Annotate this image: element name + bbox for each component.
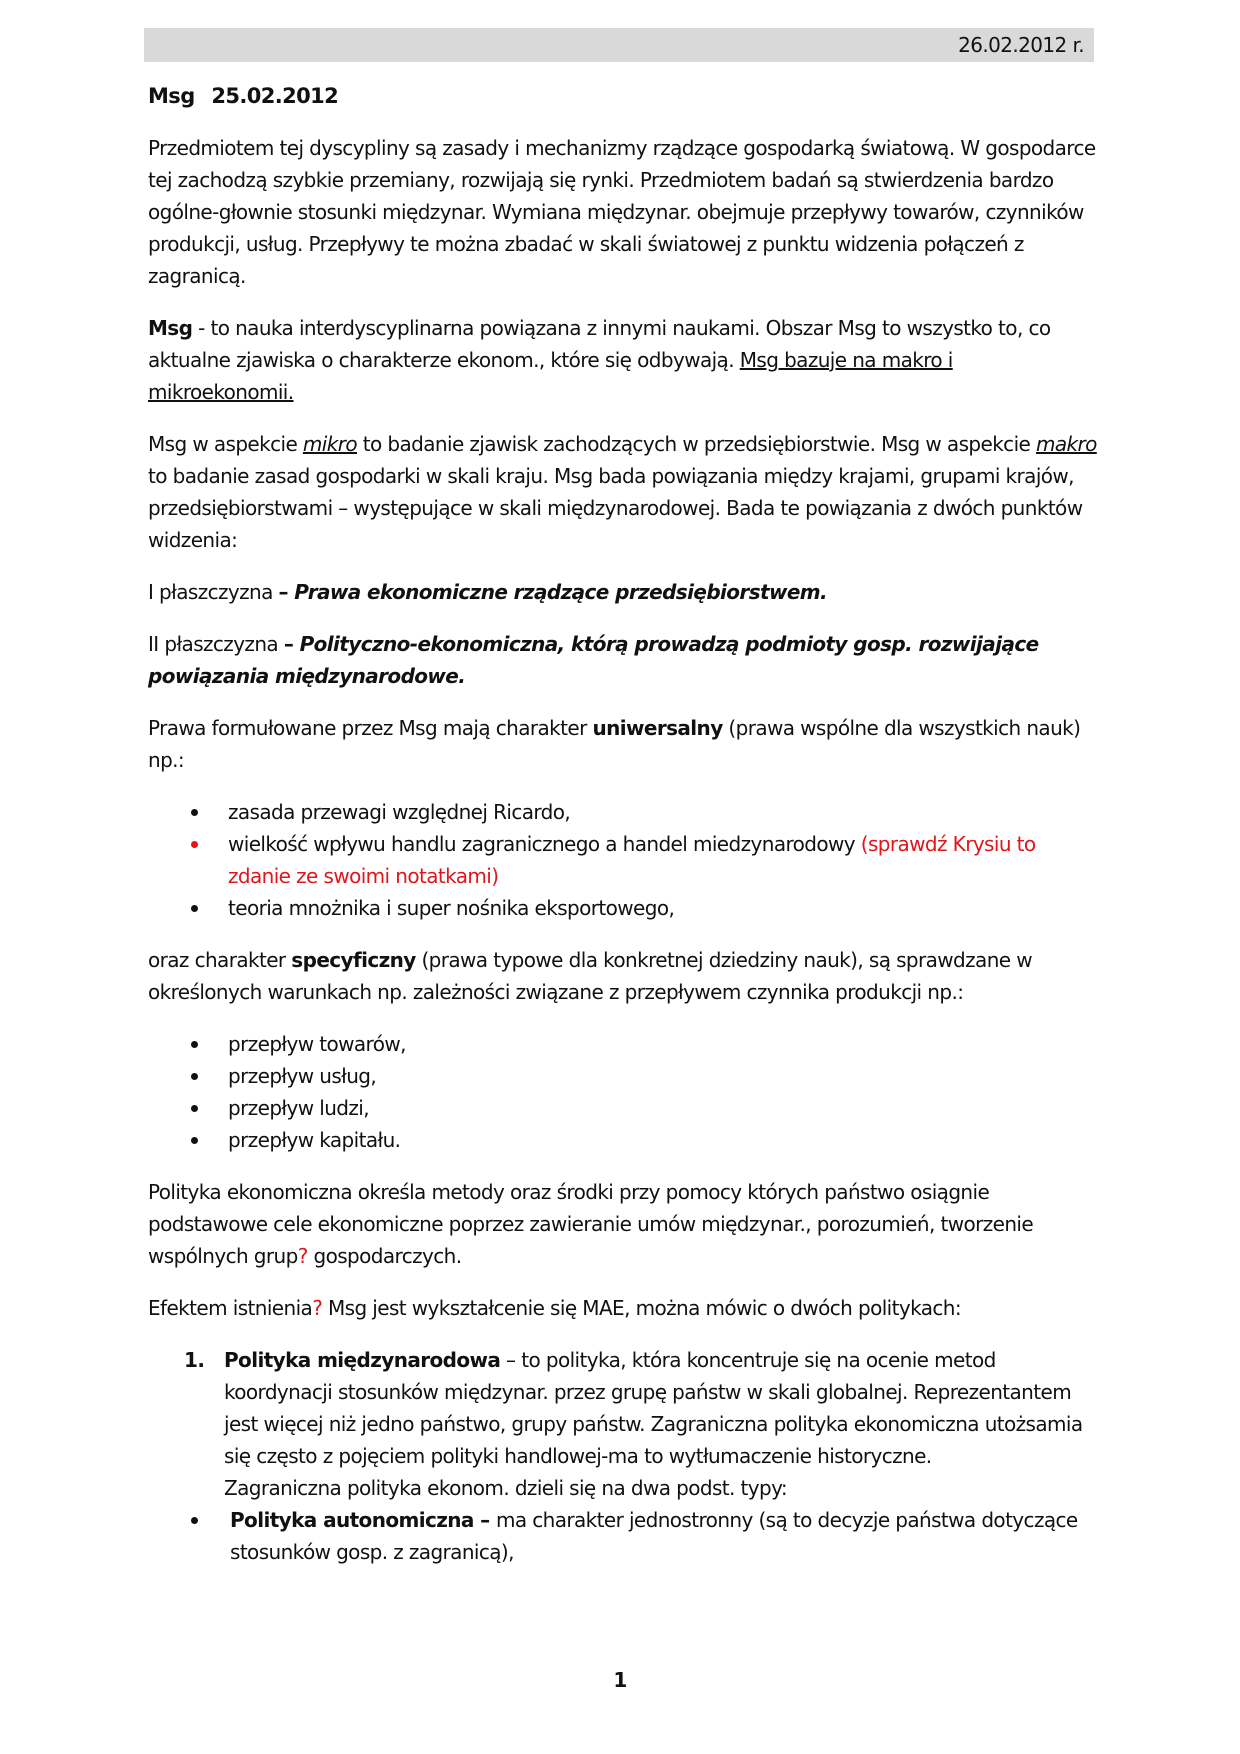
list-item xyxy=(148,1124,1098,1156)
specific-text-2: (prawa typowe dla konkretnej dziedziny nauk), są sprawdzane w określonych warunkach np. zależności związane z przepływem czynnika produkcji np.: xyxy=(148,948,1032,1004)
list-item-text: przepływ usług, xyxy=(228,1064,377,1088)
plane-two-label: II płaszczyzna xyxy=(148,632,284,656)
plane-one-dash: – xyxy=(278,580,295,604)
policy-types-intro: Zagraniczna polityka ekonom. dzieli się na dwa podst. typy: xyxy=(224,1476,788,1500)
plane-two xyxy=(148,628,1098,692)
specific-text-1: oraz charakter xyxy=(148,948,292,972)
paragraph-msg-definition xyxy=(148,312,1098,408)
micro-macro-text-1: Msg w aspekcie xyxy=(148,432,303,456)
msg-definition-text: - to nauka interdyscyplinarna powiązana z innymi naukami. Obszar Msg to wszystko to, co aktualne zjawiska o charakterze ekonom., które się odbywają. xyxy=(148,316,1051,372)
plane-one-label: I płaszczyzna xyxy=(148,580,279,604)
list-item-text: zasada przewagi względnej Ricardo, xyxy=(228,800,571,824)
list-item-text: teoria mnożnika i super nośnika eksportowego, xyxy=(228,896,675,920)
term-autonomous-policy: Polityka autonomiczna xyxy=(230,1508,474,1532)
policy-types-list xyxy=(148,1504,1098,1568)
flows-list xyxy=(148,1028,1098,1156)
economic-policy-text-2: gospodarczych. xyxy=(307,1244,462,1268)
list-item-text: przepływ towarów, xyxy=(228,1032,406,1056)
red-note: (sprawdź Krysiu to zdanie ze swoimi notatkami) xyxy=(228,832,1036,888)
micro-macro-text-3: to badanie zasad gospodarki w skali kraju. Msg bada powiązania między krajami, grupami krajów, przedsiębiorstwami – występujące w skali międzynarodowej. Bada te powiązania z dwóch punktów widzenia: xyxy=(148,464,1083,552)
bullet-icon xyxy=(191,841,198,848)
mae-text-2: Msg jest wykształcenie się MAE, można mówic o dwóch politykach: xyxy=(322,1296,962,1320)
list-item xyxy=(148,796,1098,828)
universal-text-1: Prawa formułowane przez Msg mają charakter xyxy=(148,716,593,740)
paragraph-micro-macro xyxy=(148,428,1098,556)
paragraph-intro: Przedmiotem tej dyscypliny są zasady i mechanizmy rządzące gospodarką światową. W gospodarce tej zachodzą szybkie przemiany, rozwijają się rynki. Przedmiotem badań są stwierdzenia bardzo ogólne-głownie stosunki międzynar. Wymiana międzynar. obejmuje przepływy towarów, czynników produkcji, usług. Przepływy te można zbadać w skali światowej z punktu widzenia połączeń z zagranicą. xyxy=(148,136,1096,288)
plane-two-text: Polityczno-ekonomiczna, którą prowadzą podmioty gosp. rozwijające powiązania międzynarodowe. xyxy=(148,632,1039,688)
list-item-text: wielkość wpływu handlu zagranicznego a handel miedzynarodowy xyxy=(228,832,861,856)
bullet-icon xyxy=(191,905,198,912)
document-body xyxy=(148,80,1098,1568)
list-item xyxy=(148,892,1098,924)
mae-text-1: Efektem istnienia xyxy=(148,1296,313,1320)
page-header xyxy=(144,28,1094,62)
universal-text-2: (prawa wspólne dla wszystkich nauk) np.: xyxy=(148,716,1081,772)
plane-two-dash: – xyxy=(283,632,300,656)
autonomous-policy-text: ma charakter jednostronny (są to decyzje państwa dotyczące stosunków gosp. z zagranicą), xyxy=(230,1508,1078,1564)
document-title: Msg 25.02.2012 xyxy=(148,84,339,108)
list-item-text: przepływ kapitału. xyxy=(228,1128,401,1152)
list-item xyxy=(148,828,1098,892)
bullet-icon xyxy=(191,1137,198,1144)
term-mikro: mikro xyxy=(302,432,358,456)
red-question-mark: ? xyxy=(312,1296,323,1320)
term-universal: uniwersalny xyxy=(592,716,723,740)
bullet-icon xyxy=(191,1041,198,1048)
policies-list xyxy=(148,1344,1098,1504)
international-policy-text: – to polityka, która koncentruje się na ocenie metod koordynacji stosunków międzynar. przez grupę państw w skali globalnej. Reprezentantem jest więcej niż jedno państwo, grupy państw. Zagraniczna polityka ekonomiczna utożsamia się często z pojęciem polityki handlowej-ma to wytłumaczenie historyczne. xyxy=(224,1348,1083,1468)
list-item-text: przepływ ludzi, xyxy=(228,1096,369,1120)
economic-policy-text-1: Polityka ekonomiczna określa metody oraz środki przy pomocy których państwo osiągnie podstawowe cele ekonomiczne poprzez zawieranie umów międzynar., porozumień, tworzenie wspólnych grup xyxy=(148,1180,1034,1268)
numbered-item xyxy=(148,1344,1098,1504)
paragraph-specific xyxy=(148,944,1098,1008)
item-number: 1. xyxy=(184,1348,205,1372)
page-number: 1 xyxy=(613,1668,627,1692)
term-specific: specyficzny xyxy=(291,948,416,972)
paragraph-mae xyxy=(148,1292,1098,1324)
bullet-icon xyxy=(191,809,198,816)
paragraph-economic-policy xyxy=(148,1176,1098,1272)
autonomous-dash: – xyxy=(473,1508,496,1532)
list-item xyxy=(148,1504,1098,1568)
list-item xyxy=(148,1060,1098,1092)
bullet-icon xyxy=(191,1073,198,1080)
plane-one xyxy=(148,576,1098,608)
paragraph-universal xyxy=(148,712,1098,776)
underlined-statement: Msg bazuje na makro i mikroekonomii. xyxy=(148,348,953,404)
list-item xyxy=(148,1092,1098,1124)
term-international-policy: Polityka międzynarodowa xyxy=(224,1348,501,1372)
list-item xyxy=(148,1028,1098,1060)
micro-macro-text-2: to badanie zjawisk zachodzących w przedsiębiorstwie. Msg w aspekcie xyxy=(357,432,1036,456)
bullet-icon xyxy=(191,1517,198,1524)
plane-one-text: Prawa ekonomiczne rządzące przedsiębiorstwem. xyxy=(294,580,828,604)
bullet-icon xyxy=(191,1105,198,1112)
header-date: 26.02.2012 r. xyxy=(958,33,1084,57)
term-msg: Msg xyxy=(148,316,193,340)
red-question-mark: ? xyxy=(297,1244,308,1268)
term-makro: makro xyxy=(1036,432,1097,456)
universal-laws-list xyxy=(148,796,1098,924)
